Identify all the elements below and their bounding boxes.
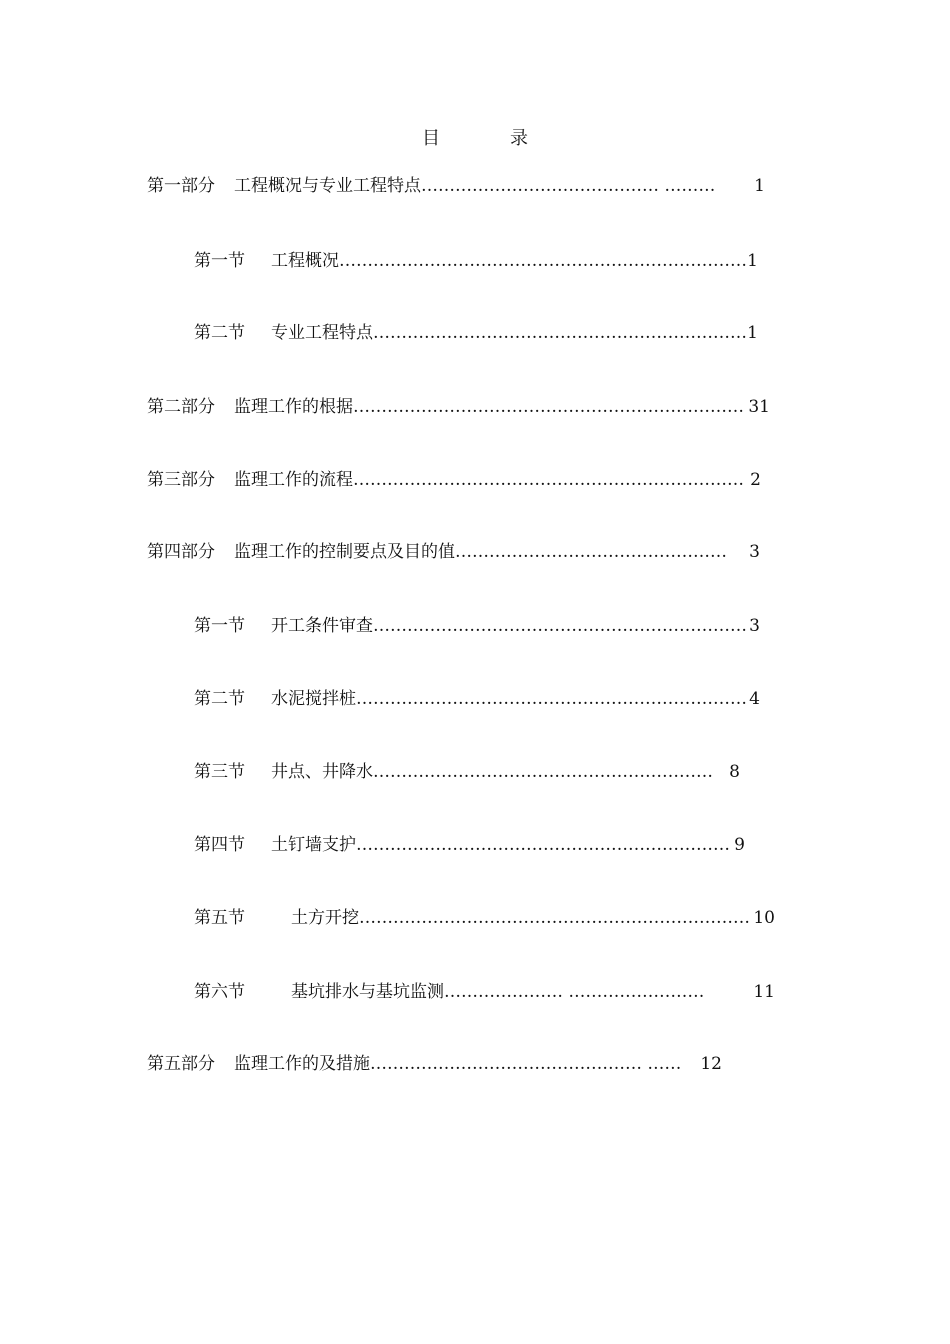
toc-entry-label: 第二节 [194, 323, 245, 343]
toc-page-number: 3 [749, 616, 760, 636]
toc-entry-label: 第四节 [194, 835, 245, 855]
toc-dot-leader: …………………………………………………………… [359, 908, 750, 928]
toc-page-number: 2 [750, 470, 761, 490]
toc-entry[interactable] [147, 1052, 722, 1076]
toc-entry-label: 第一部分 [147, 176, 215, 196]
toc-dot-leader: …………………………………… ……… [421, 176, 716, 196]
toc-dot-leader: ………………………………………… …… [370, 1054, 682, 1074]
toc-entry-title: 专业工程特点 [271, 323, 373, 343]
toc-page-number: 8 [729, 762, 740, 782]
toc-entry-label: 第五部分 [147, 1054, 215, 1074]
toc-entry-title: 水泥搅拌桩 [271, 689, 356, 709]
toc-entry[interactable] [147, 540, 760, 564]
toc-entry[interactable] [194, 833, 745, 857]
toc-entry-title: 监理工作的流程 [234, 470, 353, 490]
toc-page-number: 3 [749, 542, 760, 562]
toc-entry-title: 土钉墙支护 [271, 835, 356, 855]
toc-entry-label: 第二节 [194, 689, 245, 709]
toc-page-number: 10 [753, 908, 775, 928]
toc-entry-title: 基坑排水与基坑监测 [291, 982, 444, 1002]
toc-dot-leader: …………………………………………………………… [353, 397, 744, 417]
toc-entry[interactable] [147, 468, 761, 492]
toc-dot-leader: ………………………………………………………… [373, 323, 747, 343]
toc-dot-leader: ………………… …………………… [444, 982, 705, 1002]
toc-dot-leader: …………………………………………………………… [353, 470, 744, 490]
toc-entry-title: 开工条件审查 [271, 616, 373, 636]
toc-dot-leader: ………………………………………………………… [356, 835, 730, 855]
toc-entry[interactable] [194, 249, 758, 273]
toc-entry[interactable] [194, 687, 760, 711]
toc-entry-title: 工程概况与专业工程特点 [234, 176, 421, 196]
toc-entry[interactable] [194, 614, 760, 638]
toc-page-number: 1 [754, 176, 765, 196]
toc-page-number: 4 [749, 689, 760, 709]
toc-entry-label: 第六节 [194, 982, 245, 1002]
toc-entry-label: 第三部分 [147, 470, 215, 490]
toc-entry-title: 监理工作的根据 [234, 397, 353, 417]
toc-entry[interactable] [194, 906, 775, 930]
toc-entry-title: 土方开挖 [291, 908, 359, 928]
toc-page-number: 31 [748, 397, 770, 417]
toc-page-number: 1 [747, 323, 758, 343]
toc-page-number: 9 [734, 835, 745, 855]
toc-entry-label: 第二部分 [147, 397, 215, 417]
toc-entry-label: 第一节 [194, 616, 245, 636]
toc-dot-leader: …………………………………………………………… [356, 689, 747, 709]
toc-entry[interactable] [147, 395, 770, 419]
toc-entry[interactable] [194, 321, 758, 345]
toc-entry-title: 井点、井降水 [271, 762, 373, 782]
toc-entry-label: 第三节 [194, 762, 245, 782]
toc-entry-label: 第一节 [194, 251, 245, 271]
toc-entry[interactable] [194, 760, 740, 784]
toc-entry-title: 监理工作的及措施 [234, 1054, 370, 1074]
toc-entry-label: 第四部分 [147, 542, 215, 562]
toc-title: 目 录 [422, 128, 554, 149]
toc-entry-label: 第五节 [194, 908, 245, 928]
toc-page-number: 11 [753, 982, 775, 1002]
toc-page-number: 12 [700, 1054, 722, 1074]
toc-dot-leader: ……………………………………………………………… [339, 251, 747, 271]
toc-entry-title: 工程概况 [271, 251, 339, 271]
toc-dot-leader: ………………………………………… [455, 542, 727, 562]
toc-dot-leader: …………………………………………………… [373, 762, 713, 782]
toc-entry[interactable] [194, 980, 775, 1004]
toc-page-number: 1 [747, 251, 758, 271]
toc-entry-title: 监理工作的控制要点及目的值 [234, 542, 455, 562]
toc-entry[interactable] [147, 174, 765, 198]
toc-dot-leader: ………………………………………………………… [373, 616, 747, 636]
